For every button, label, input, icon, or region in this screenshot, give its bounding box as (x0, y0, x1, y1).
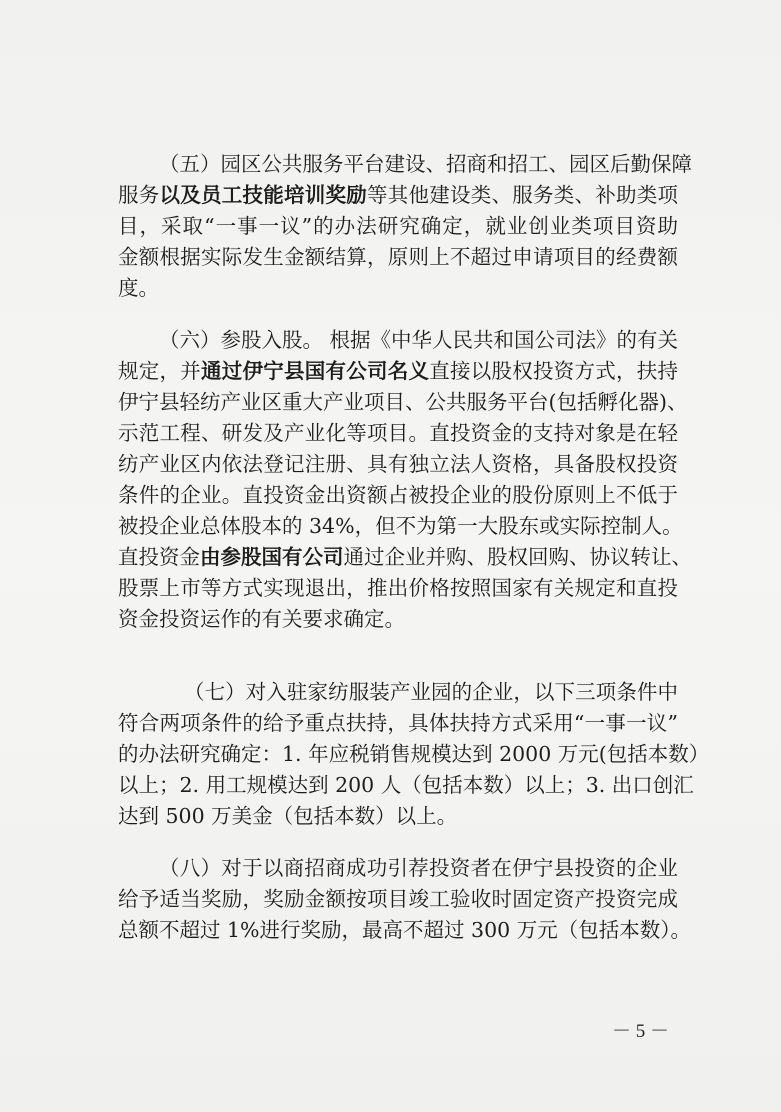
text-line: 金额根据实际发生金额结算，原则上不超过申请项目的经费额 (118, 245, 678, 269)
text-line: 目，采取“一事一议”的办法研究确定，就业创业类项目资助 (118, 214, 678, 238)
text-line: （五）园区公共服务平台建设、招商和招工、园区后勤保障 (159, 152, 692, 176)
text-line: 符合两项条件的给予重点扶持，具体扶持方式采用“一事一议” (118, 711, 678, 735)
text-line: 服务以及员工技能培训奖励等其他建设类、服务类、补助类项 (118, 183, 678, 207)
text-line: 的办法研究确定：1. 年应税销售规模达到 2000 万元(包括本数） (118, 742, 710, 766)
bold-text: 通过伊宁县国有公司名义 (201, 359, 430, 383)
text-line: 资金投资运作的有关要求确定。 (118, 607, 405, 631)
text-line: （七）对入驻家纺服装产业园的企业，以下三项条件中 (184, 680, 678, 704)
bold-text: 由参股国有公司 (200, 545, 344, 569)
text-line: 被投企业总体股本的 34%，但不为第一大股东或实际控制人。 (118, 514, 683, 538)
paragraph-5 (118, 149, 692, 304)
text-line: 示范工程、研发及产业化等项目。直投资金的支持对象是在轻 (118, 421, 678, 445)
text-line: 达到 500 万美金（包括本数）以上。 (118, 804, 458, 828)
text-line: 直投资金由参股国有公司通过企业并购、股权回购、协议转让、 (118, 545, 692, 569)
page-number: － 5 － (612, 1021, 670, 1042)
text-line: 度。 (118, 276, 159, 300)
paragraph-7 (118, 677, 710, 832)
text-line: 总额不超过 1%进行奖励，最高不超过 300 万元（包括本数）。 (118, 918, 691, 942)
text-line: （六）参股入股。 根据《中华人民共和国公司法》的有关 (159, 328, 679, 352)
bold-text: 以及员工技能培训奖励 (159, 183, 367, 207)
text-line: 以上；2. 用工规模达到 200 人（包括本数）以上；3. 出口创汇 (118, 773, 694, 797)
text-line: 伊宁县轻纺产业区重大产业项目、公共服务平台(包括孵化器)、 (118, 390, 688, 414)
text-line: 给予适当奖励，奖励金额按项目竣工验收时固定资产投资完成 (118, 887, 678, 911)
paragraph-6 (118, 325, 692, 635)
text-line: 条件的企业。直投资金出资额占被投企业的股份原则上不低于 (118, 483, 678, 507)
text-line: 股票上市等方式实现退出，推出价格按照国家有关规定和直投 (118, 576, 678, 600)
text-line: 纺产业区内依法登记注册、具有独立法人资格，具备股权投资 (118, 452, 678, 476)
text-line: 规定，并通过伊宁县国有公司名义直接以股权投资方式，扶持 (118, 359, 678, 383)
text-line: （八）对于以商招商成功引荐投资者在伊宁县投资的企业 (159, 856, 678, 880)
paragraph-8 (118, 853, 691, 946)
